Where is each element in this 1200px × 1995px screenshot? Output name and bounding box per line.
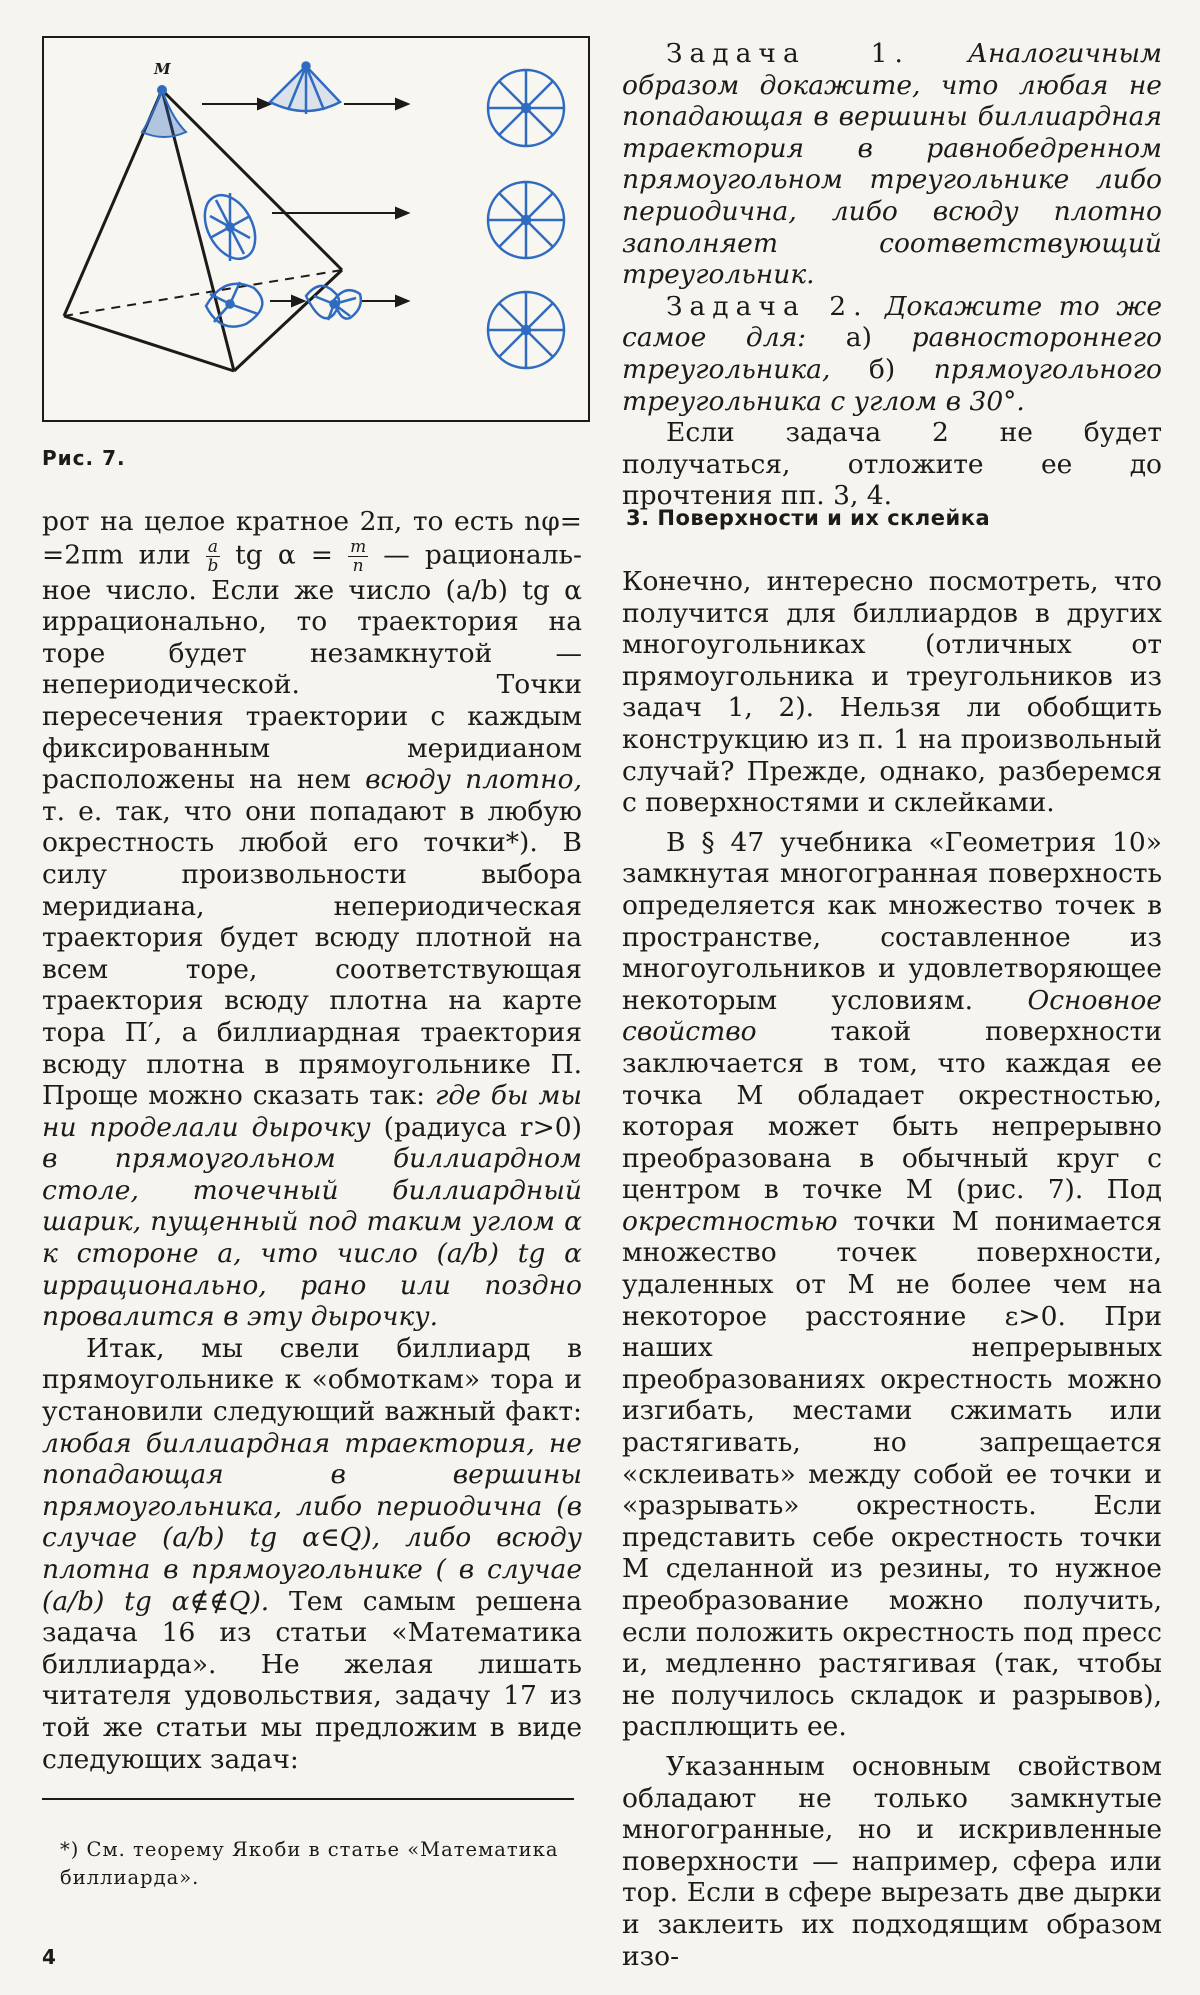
task-label: Задача 2. [666, 290, 869, 322]
fraction-denominator: b [207, 555, 219, 576]
task-2 [622, 291, 1162, 417]
emphasis: где бы мы ни проделали дырочку [42, 1080, 582, 1143]
figure-caption: Рис. 7. [42, 446, 126, 470]
flat-disk-bottom [488, 292, 564, 368]
section-heading: 3. Поверхности и их склейка [626, 506, 991, 530]
emphasis: любая биллиардная траектория, не попадающая в вершины прямоугольника, либо периодична (в случае (a/b) tg α∈Q), либо всюду плотна в прямоугольнике ( в случае (a/b) tg α∉∉Q). [42, 1427, 582, 1617]
arrows [202, 99, 408, 306]
text: (радиуса r>0) [383, 1111, 582, 1143]
task-label: Задача 1. [666, 38, 910, 69]
task-1 [622, 38, 1162, 291]
right-column-body [622, 566, 1162, 1972]
figure-7-frame [42, 36, 590, 422]
flat-disk-top [488, 70, 564, 146]
figure-7-illustration [44, 38, 592, 424]
fraction-numerator: m [350, 536, 367, 557]
text: Итак, мы свели биллиард в прямоугольнике к «обмоткам» тора и установили следующий важный факт: [42, 1332, 582, 1428]
fraction-m-over-n [348, 538, 368, 575]
pyramid-base-front-left [64, 316, 234, 371]
vertex-neighborhood-cap [142, 90, 186, 137]
footnote-rule [42, 1798, 574, 1800]
text: т. е. так, что они попадают в любую окрестность любой его точки*). В силу произвольности выбора меридиана, непериодическая траектория будет всюду плотной на всем торе, соответствующая траектория всюду плотна на карте тора П′, а биллиардная траектория всюду плотна в прямоугольнике П. Проще можно сказать так: [42, 795, 582, 1112]
task-text: Докажите то же самое для: [622, 290, 1162, 354]
emphasis: всюду плотно, [365, 764, 582, 796]
right-column-tasks [622, 38, 1162, 512]
task-item-marker: б) [868, 353, 896, 385]
paragraph-surface-definition [622, 827, 1162, 1743]
emphasis: Основное свойство [622, 984, 1162, 1048]
fraction-numerator: a [207, 536, 219, 557]
text: Тем самым решена задача 16 из статьи «Математика биллиарда». Не желая лишать читателя удовольствия, задачу 17 из той же статьи мы предложим в виде следующих задач: [42, 1585, 582, 1775]
task-text: равностороннего треугольника, [622, 322, 1162, 385]
text: рот на целое кратное 2π, то есть nφ= [42, 506, 582, 537]
text: =2πm или [42, 539, 191, 571]
task-item-marker: а) [845, 322, 872, 354]
footnote: *) См. теорему Якоби в статье «Математика биллиарда». [60, 1838, 559, 1889]
left-column [42, 506, 582, 1775]
vertex-label: M [154, 60, 171, 78]
text: такой поверхности заключается в том, что каждая ее точка M обладает окрестностью, которая может быть непрерывно преобразована в обычный круг с центром в точке M (рис. 7). Под [622, 1016, 1162, 1206]
paragraph-torus-trajectory [42, 506, 582, 1333]
fraction-denominator: n [352, 555, 364, 576]
fraction-a-over-b [206, 538, 220, 575]
folded-intermediate [306, 286, 361, 320]
task-text: прямоугольного треугольника с углом в 30°. [622, 353, 1162, 417]
flat-disk-middle [488, 182, 564, 258]
paragraph-polygons: Конечно, интересно посмотреть, что получится для биллиардов в других многоугольниках (отличных от прямоугольника и треугольников из задач 1, 2). Нельзя ли обобщить конструкцию из п. 1 на произвольный случай? Прежде, однако, разберемся с поверхностями и склейками. [622, 566, 1162, 819]
emphasis: окрестностью [622, 1205, 838, 1237]
text: tg α = [235, 539, 333, 571]
pyramid-edges [64, 90, 342, 371]
cone-intermediate [270, 63, 340, 115]
text: точки M понимается множество точек поверхности, удаленных от M не более чем на некоторое расстояние ε>0. При наших непрерывных преобразованиях окрестность можно изгибать, местами сжимать или растягивать, но запрещается «склеивать» между собой ее точки и «разрывать» окрестность. Если представить себе окрестность точки M сделанной из резины, то нужное преобразование можно получить, если положить окрестность под пресс и, медленно растягивая (так, чтобы не получилось складок и разрывов), расплющить ее. [622, 1205, 1162, 1743]
task-text: Аналогичным образом докажите, что любая не попадающая в вершины биллиардная траектория в равнобедренном прямоугольном треугольнике либо периодична, либо всюду плотно заполняет соответствующий треугольник. [622, 38, 1162, 291]
paragraph-curved-surfaces: Указанным основным свойством обладают не только замкнутые многогранные, но и искривленные поверхности — например, сфера или тор. Если в сфере вырезать две дырки и заклеить их подходящим образом изо- [622, 1750, 1162, 1972]
task-note: Если задача 2 не будет получаться, отложите ее до прочтения пп. 3, 4. [622, 417, 1162, 512]
page-number: 4 [42, 1945, 56, 1969]
text: ное число. Если же число (a/b) tg α иррационально, то траектория на торе будет незамкнутой — непериодической. Точки пересечения траектории с каждым фиксированным меридианом расположены на нем [42, 574, 582, 796]
text: — рациональ- [383, 539, 582, 571]
pyramid-edge-right [162, 90, 342, 270]
text: В § 47 учебника «Геометрия 10» замкнутая многогранная поверхность определяется как множество точек в пространстве, составленное из многоугольников и удовлетворяющее некоторым условиям. [622, 826, 1162, 1016]
paragraph-conclusion [42, 1333, 582, 1775]
emphasis: в прямоугольном биллиардном столе, точечный биллиардный шарик, пущенный под таким углом α к стороне a, что число (a/b) tg α иррационально, рано или поздно провалится в эту дырочку. [42, 1143, 582, 1333]
